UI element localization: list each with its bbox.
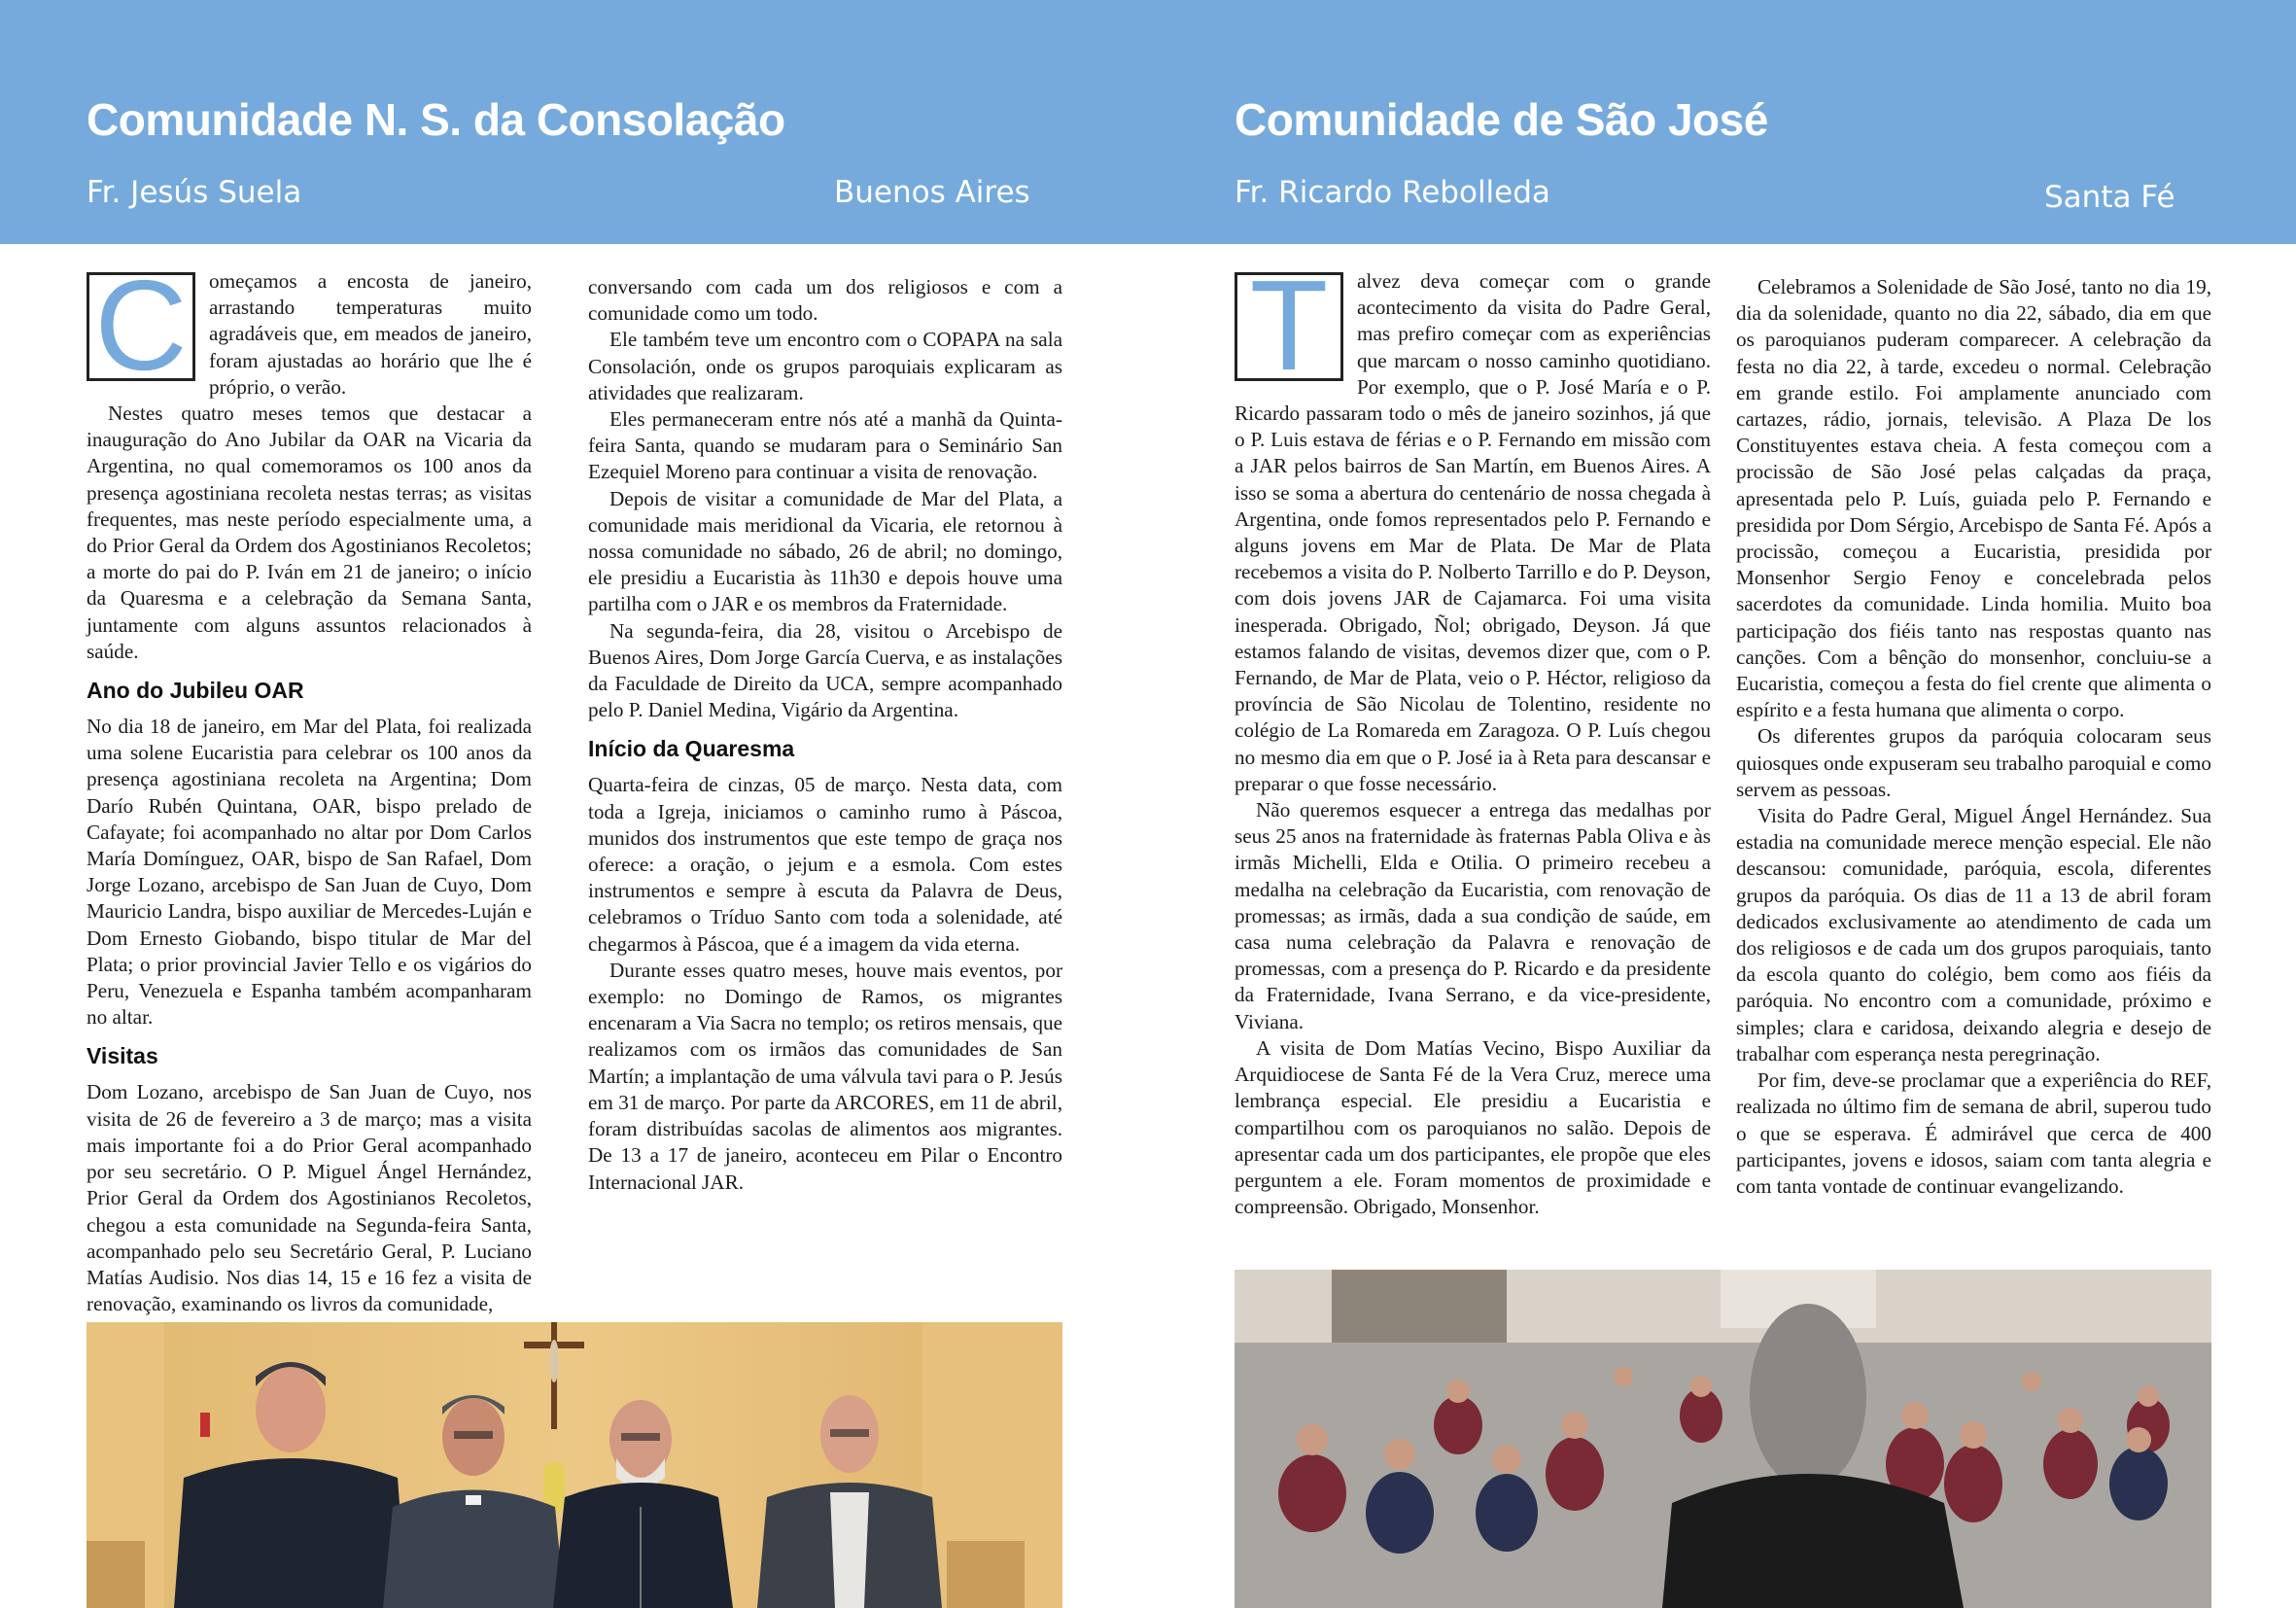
paragraph: Eles permaneceram entre nós até a manhã da Quinta-feira Santa, quando se mudaram para o Seminário San Ezequiel Moreno para continuar a visita de renovação.	[588, 407, 1062, 484]
paragraph: Dom Lozano, arcebispo de San Juan de Cuyo, nos visita de 26 de fevereiro a 3 de março; mas a visita mais importante foi a do Prior Geral acompanhado por seu secretário. O P. Miguel Ángel Hernández, Prior Geral da Ordem dos Agostinianos Recoletos, chegou a esta comunidade na Segunda-feira Santa, acompanhado pelo seu Secretário Geral, P. Luciano Matías Audisio. Nos dias 14, 15 e 16 fez a visita de renovação, examinando os livros da comunidade,	[87, 1080, 532, 1316]
right-article-location: Santa Fé	[2044, 180, 2175, 215]
photo-four-priests-illustration	[87, 1322, 1062, 1608]
paragraph: Os diferentes grupos da paróquia colocaram seus quiosques onde expuseram seu trabalho paroquial e como servem as pessoas.	[1736, 724, 2211, 801]
paragraph: conversando com cada um dos religiosos e com a comunidade como um todo.	[588, 275, 1062, 326]
paragraph: omeçamos a encosta de janeiro, arrastando temperaturas muito agradáveis que, em meados de janeiro, foram ajustadas ao horário que lhe é próprio, o verão.	[209, 269, 532, 399]
paragraph: Durante esses quatro meses, houve mais eventos, por exemplo: no Domingo de Ramos, os migrantes encenaram a Via Sacra no templo; os retiros mensais, que realizamos com os irmãos das comunidades de San Martín; a implantação de uma válvula tavi para o P. Jesús em 31 de março. Por parte da ARCORES, em 11 de abril, foram distribuídas sacolas de alimentos aos migrantes. De 13 a 17 de janeiro, aconteceu em Pilar o Encontro Internacional JAR.	[588, 958, 1062, 1194]
right-column-1	[1235, 254, 1711, 1220]
paragraph: Quarta-feira de cinzas, 05 de março. Nesta data, com toda a Igreja, iniciamos o caminho rumo à Páscoa, munidos dos instrumentos que este tempo de graça nos oferece: a oração, o jejum e a esmola. Com estes instrumentos e sempre à escuta da Palavra de Deus, celebramos o Tríduo Santo com toda a solenidade, até chegarmos à Páscoa, que é a imagem da vida eterna.	[588, 773, 1062, 956]
paragraph: Na segunda-feira, dia 28, visitou o Arcebispo de Buenos Aires, Dom Jorge García Cuerva, e as instalações da Faculdade de Direito da UCA, sempre acompanhado pelo P. Daniel Medina, Vigário da Argentina.	[588, 618, 1062, 722]
right-article-author: Fr. Ricardo Rebolleda	[1235, 175, 1550, 210]
left-article-title: Comunidade N. S. da Consolação	[87, 94, 785, 145]
photo-youth-gathering	[1235, 1270, 2211, 1608]
left-column-2	[588, 274, 1062, 1196]
drop-cap-t: T	[1235, 272, 1343, 381]
paragraph: Ele também teve um encontro com o COPAPA na sala Consolación, onde os grupos paroquiais explicaram as atividades que realizaram.	[588, 328, 1062, 404]
right-article-title: Comunidade de São José	[1235, 94, 1768, 145]
paragraph: Celebramos a Solenidade de São José, tanto no dia 19, dia da solenidade, quanto no dia 22, sábado, dia em que os paroquianos puderam comparecer. A celebração da festa no dia 22, à tarde, excedeu o normal. Celebração em grande estilo. Foi amplamente anunciado com cartazes, rádio, jornais, televisão. A Plaza De los Constituyentes estava cheia. A festa começou com a procissão de São José pelas calçadas da praça, apresentada pelo P. Luís, guiada pelo P. Fernando e presidida por Dom Sérgio, Arcebispo de Santa Fé. Após a procissão, começou a Eucaristia, presidida por Monsenhor Sergio Fenoy e concelebrada pelos sacerdotes da comunidade. Linda homilia. Muito boa participação dos fiéis tanto nas respostas quanto nas canções. Com a bênção do monsenhor, concluiu-se a Eucaristia, começou a festa do fiel crente que alimenta o espírito e a festa humana que alimenta o corpo.	[1736, 275, 2211, 722]
paragraph: alvez deva começar com o grande acontecimento da visita do Padre Geral, mas prefiro começar com as experiências que marcam o nosso caminho quotidiano. Por exemplo, que o P. José María e o P. Ricardo passaram todo o mês de janeiro sozinhos, já que o P. Luis estava de férias e o P. Fernando em missão com a JAR pelos bairros de San Martín, em Buenos Aires. A isso se soma a abertura do centenário de nossa chegada à Argentina, onde fomos representados pelo P. Fernando e alguns jovens em Mar de Plata. De Mar de Plata recebemos a visita do P. Nolberto Tarrillo e do P. Deyson, com dois jovens JAR de Cajamarca. Foi uma visita inesperada. Obrigado, Ñol; obrigado, Deyson. Já que estamos falando de visitas, devemos dizer que, com o P. Fernando, de Mar de Plata, veio o P. Héctor, religioso da província de São Nicolau de Tolentino, residente no colégio de La Romareda em Zaragoza. O P. Luís chegou no mesmo dia em que o P. José ia à Reta para descansar e preparar o que fosse necessário.	[1235, 269, 1711, 795]
paragraph: Não queremos esquecer a entrega das medalhas por seus 25 anos na fraternidade às fraternas Pabla Oliva e às irmãs Michelli, Elda e Otilia. O primeiro recebeu a medalha na celebração da Eucaristia, com renovação de promessas; as irmãs, dada a sua condição de saúde, em casa numa celebração da Palavra e renovação de promessas, com a presença do P. Ricardo e da presidente da Fraternidade, Ivana Serrano, e da vice-presidente, Viviana.	[1235, 798, 1711, 1033]
photo-four-priests	[87, 1322, 1062, 1608]
paragraph: A visita de Dom Matías Vecino, Bispo Auxiliar da Arquidiocese de Santa Fé de la Vera Cruz, merece uma lembrança especial. Ele presidiu a Eucaristia e compartilhou com os paroquianos no salão. Depois de apresentar cada um dos participantes, ele propõe que eles perguntem a ele. Foram momentos de proximidade e compreensão. Obrigado, Monsenhor.	[1235, 1035, 1711, 1219]
left-article-location: Buenos Aires	[834, 175, 1030, 210]
photo-youth-gathering-illustration	[1235, 1270, 2211, 1608]
left-column-1	[87, 254, 532, 1317]
section-heading: Início da Quaresma	[588, 736, 795, 762]
right-column-2	[1736, 274, 2211, 1200]
section-heading: Visitas	[87, 1043, 158, 1069]
paragraph: Visita do Padre Geral, Miguel Ángel Hernández. Sua estadia na comunidade merece menção especial. Ele não descansou: comunidade, paróquia, escola, diferentes grupos da paróquia. Os dias de 11 a 13 de abril foram dedicados exclusivamente ao atendimento de cada um dos religiosos e de cada um dos grupos paroquiais, tanto da escola quanto do colégio, bem como aos fiéis da paróquia. No encontro com a comunidade, próximo e simples; clara e caridosa, deixando alegria e desejo de trabalhar com esperança nesta peregrinação.	[1736, 804, 2211, 1066]
paragraph: Por fim, deve-se proclamar que a experiência do REF, realizada no último fim de semana de abril, superou tudo o que se esperava. É admirável que cerca de 400 participantes, jovens e idosos, saiam com tanta alegria e com tanta vontade de continuar evangelizando.	[1736, 1068, 2211, 1198]
drop-cap-c: C	[87, 272, 195, 381]
paragraph: No dia 18 de janeiro, em Mar del Plata, foi realizada uma solene Eucaristia para celebrar os 100 anos da presença agostiniana recoleta na Argentina; Dom Darío Rubén Quintana, OAR, bispo prelado de Cafayate; foi acompanhado no altar por Dom Carlos María Domínguez, OAR, bispo de San Rafael, Dom Jorge Lozano, arcebispo de San Juan de Cuyo, Dom Mauricio Landra, bispo auxiliar de Mercedes-Luján e Dom Ernesto Giobando, bispo titular de Mar del Plata; o prior provincial Javier Tello e os vigários do Peru, Venezuela e Espanha também acompanharam no altar.	[87, 715, 532, 1030]
left-article-author: Fr. Jesús Suela	[87, 175, 302, 210]
paragraph: Nestes quatro meses temos que destacar a inauguração do Ano Jubilar da OAR na Vicaria da Argentina, no qual comemoramos os 100 anos da presença agostiniana recoleta nestas terras; as visitas frequentes, mas neste período especialmente uma, a do Prior Geral da Ordem dos Agostinianos Recoletos; a morte do pai do P. Iván em 21 de janeiro; o início da Quaresma e a celebração da Semana Santa, juntamente com alguns assuntos relacionados à saúde.	[87, 402, 532, 663]
section-heading: Ano do Jubileu OAR	[87, 678, 304, 704]
paragraph: Depois de visitar a comunidade de Mar del Plata, a comunidade mais meridional da Vicaria, ele retornou à nossa comunidade no sábado, 26 de abril; no domingo, ele presidiu a Eucaristia às 11h30 e depois houve uma partilha com o JAR e os membros da Fraternidade.	[588, 486, 1062, 616]
